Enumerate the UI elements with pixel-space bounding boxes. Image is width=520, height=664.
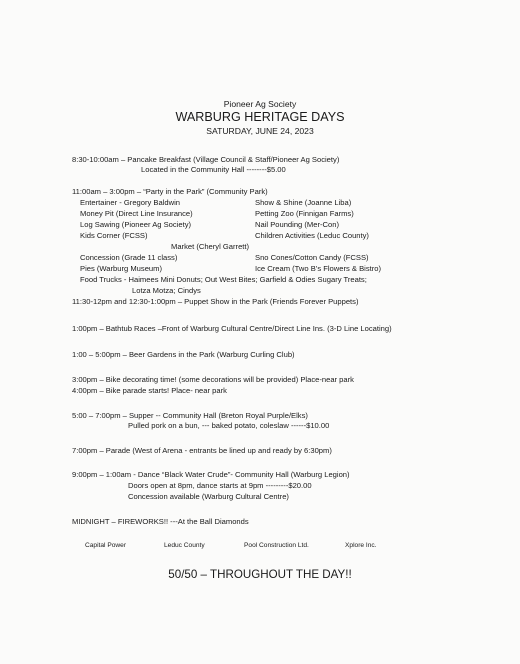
- party-item-nail-pounding: Nail Pounding (Mer-Con): [255, 220, 339, 229]
- party-item-ice-cream: Ice Cream (Two B’s Flowers & Bistro): [255, 264, 382, 273]
- party-item-pies: Pies (Warburg Museum): [80, 264, 163, 273]
- party-item-money-pit: Money Pit (Direct Line Insurance): [80, 209, 193, 218]
- supper-menu: Pulled pork on a bun, --- baked potato, coleslaw ------$10.00: [128, 421, 330, 430]
- schedule-party-in-park: 11:00am – 3:00pm – “Party in the Park” (Community Park): [72, 187, 268, 196]
- schedule-bike-decorating: 3:00pm – Bike decorating time! (some decorations will be provided) Place-near park: [72, 375, 354, 384]
- sponsor-xplore: Xplore Inc.: [345, 542, 377, 549]
- schedule-bathtub-races: 1:00pm – Bathtub Races –Front of Warburg Cultural Centre/Direct Line Ins. (3-D Line Locating): [72, 324, 392, 333]
- food-trucks: Food Trucks - Haimees Mini Donuts; Out West Bites; Garfield & Odies Sugary Treats;: [80, 275, 367, 284]
- schedule-puppet-show: 11:30-12pm and 12:30-1:00pm – Puppet Show in the Park (Friends Forever Puppets): [72, 297, 359, 306]
- event-title: WARBURG HERITAGE DAYS: [175, 110, 345, 124]
- dance-concession: Concession available (Warburg Cultural Centre): [128, 492, 289, 501]
- schedule-parade: 7:00pm – Parade (West of Arena - entrants be lined up and ready by 6:30pm): [72, 446, 332, 455]
- schedule-fireworks: MIDNIGHT – FIREWORKS!! ---At the Ball Diamonds: [72, 517, 249, 526]
- organization-name: Pioneer Ag Society: [223, 99, 297, 109]
- party-item-entertainer: Entertainer - Gregory Baldwin: [80, 198, 181, 207]
- schedule-supper: 5:00 – 7:00pm – Supper -- Community Hall (Breton Royal Purple/Elks): [72, 411, 308, 420]
- party-item-concession: Concession (Grade 11 class): [80, 253, 178, 262]
- schedule-breakfast: 8:30-10:00am – Pancake Breakfast (Village Council & Staff/Pioneer Ag Society): [72, 155, 340, 164]
- breakfast-location: Located in the Community Hall --------$5.00: [141, 165, 286, 174]
- party-item-market: Market (Cheryl Garrett): [171, 242, 250, 251]
- event-date: SATURDAY, JUNE 24, 2023: [206, 126, 314, 136]
- party-item-petting-zoo: Petting Zoo (Finnigan Farms): [255, 209, 354, 218]
- party-item-log-sawing: Log Sawing (Pioneer Ag Society): [80, 220, 192, 229]
- sponsor-leduc-county: Leduc County: [164, 542, 205, 549]
- schedule-dance: 9:00pm – 1:00am - Dance “Black Water Crude”- Community Hall (Warburg Legion): [72, 470, 350, 479]
- sponsor-capital-power: Capital Power: [85, 542, 127, 549]
- party-item-show-shine: Show & Shine (Joanne Liba): [255, 198, 352, 207]
- party-item-kids-corner: Kids Corner (FCSS): [80, 231, 148, 240]
- schedule-beer-gardens: 1:00 – 5:00pm – Beer Gardens in the Park (Warburg Curling Club): [72, 350, 295, 359]
- schedule-bike-parade: 4:00pm – Bike parade starts! Place- near park: [72, 386, 227, 395]
- party-item-children-activities: Children Activities (Leduc County): [255, 231, 369, 240]
- dance-doors: Doors open at 8pm, dance starts at 9pm ---------$20.00: [128, 481, 312, 490]
- party-item-sno-cones: Sno Cones/Cotton Candy (FCSS): [255, 253, 369, 262]
- food-trucks-continued: Lotza Motza; Cindys: [132, 286, 201, 295]
- sponsor-pool-construction: Pool Construction Ltd.: [244, 542, 309, 549]
- fifty-fifty-banner: 50/50 – THROUGHOUT THE DAY!!: [168, 568, 352, 581]
